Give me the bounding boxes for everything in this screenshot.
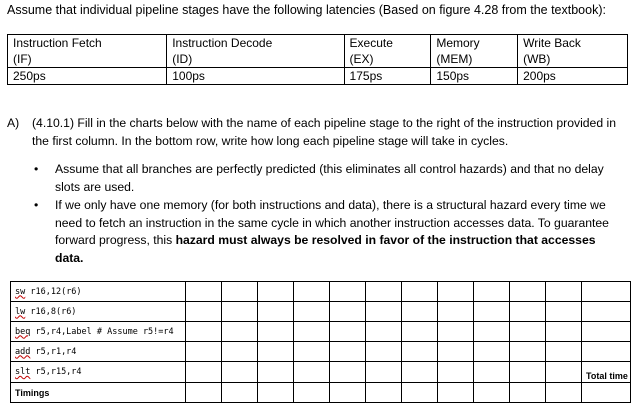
total-cell	[582, 282, 631, 302]
timing-cell[interactable]	[294, 383, 330, 403]
cycle-cell[interactable]	[438, 362, 474, 383]
bullet-bold-text: hazard must always be resolved in favor of the instruction that accesses data.	[55, 233, 596, 265]
stage-abbr: (EX)	[344, 51, 431, 68]
cycle-cell[interactable]	[186, 322, 222, 342]
cycle-cell[interactable]	[546, 362, 582, 383]
stage-latency: 175ps	[344, 68, 431, 85]
cycle-cell[interactable]	[402, 302, 438, 322]
cycle-cell[interactable]	[258, 282, 294, 302]
cycle-cell[interactable]	[402, 342, 438, 362]
timing-cell[interactable]	[510, 383, 546, 403]
instruction-cell	[11, 362, 186, 383]
cycle-cell[interactable]	[438, 322, 474, 342]
cycle-cell[interactable]	[546, 302, 582, 322]
table-row	[11, 322, 631, 342]
timing-cell[interactable]	[366, 383, 402, 403]
timing-cell[interactable]	[546, 383, 582, 403]
stage-abbr: (WB)	[518, 51, 628, 68]
instruction-opcode: lw	[15, 306, 26, 317]
timing-cell[interactable]	[474, 383, 510, 403]
cycle-cell[interactable]	[258, 362, 294, 383]
cycle-cell[interactable]	[402, 362, 438, 383]
list-item	[34, 161, 624, 196]
table-row	[11, 342, 631, 362]
cycle-cell[interactable]	[510, 362, 546, 383]
bullet-text: Assume that all branches are perfectly predicted (this eliminates all control hazards) and that no delay slots are used.	[55, 162, 604, 194]
timing-cell[interactable]	[402, 383, 438, 403]
stage-name: Write Back	[518, 35, 628, 52]
total-time-value[interactable]	[582, 383, 631, 403]
cycle-cell[interactable]	[222, 362, 258, 383]
cycle-cell[interactable]	[402, 322, 438, 342]
cycle-cell[interactable]	[366, 342, 402, 362]
cycle-cell[interactable]	[366, 322, 402, 342]
stage-abbr: (ID)	[167, 51, 344, 68]
cycle-cell[interactable]	[186, 282, 222, 302]
cycle-cell[interactable]	[330, 302, 366, 322]
cycle-cell[interactable]	[474, 322, 510, 342]
timings-row	[11, 383, 631, 403]
cycle-cell[interactable]	[366, 282, 402, 302]
instruction-operands: r5,r1,r4	[30, 346, 77, 357]
cycle-cell[interactable]	[474, 342, 510, 362]
intro-text: Assume that individual pipeline stages have the following latencies (Based on figure 4.28 from the textbook):	[7, 3, 606, 17]
timing-cell[interactable]	[330, 383, 366, 403]
cycle-cell[interactable]	[474, 282, 510, 302]
stage-name: Execute	[344, 35, 431, 52]
stage-abbr: (MEM)	[431, 51, 518, 68]
table-row	[11, 302, 631, 322]
bullet-icon: •	[34, 162, 39, 176]
cycle-cell[interactable]	[366, 362, 402, 383]
cycle-cell[interactable]	[474, 362, 510, 383]
cycle-cell[interactable]	[438, 302, 474, 322]
question-text: (4.10.1) Fill in the charts below with the name of each pipeline stage to the right of the instruction provided in the first column. In the bottom row, write how long each pipeline stage will take in cycles.	[32, 116, 616, 148]
total-cell	[582, 322, 631, 342]
question-label: A)	[7, 116, 20, 130]
cycle-cell[interactable]	[546, 342, 582, 362]
table-row	[11, 362, 631, 383]
instruction-opcode: sw	[15, 286, 26, 297]
instruction-opcode: slt	[15, 367, 31, 377]
pipeline-chart	[10, 281, 631, 403]
cycle-cell[interactable]	[510, 282, 546, 302]
stage-latency: 200ps	[518, 68, 628, 85]
bullet-text: If we only have one memory (for both instructions and data), there is a structural hazard every time we need to fetch an instruction in the same cycle in which another instruction accesses data. To guarantee forward progress, this	[55, 198, 609, 247]
list-item	[34, 197, 624, 267]
cycle-cell[interactable]	[222, 342, 258, 362]
cycle-cell[interactable]	[222, 282, 258, 302]
instruction-cell	[11, 322, 186, 342]
instruction-cell	[11, 342, 186, 362]
stage-abbr: (IF)	[8, 51, 167, 68]
cycle-cell[interactable]	[438, 342, 474, 362]
cycle-cell[interactable]	[330, 282, 366, 302]
cycle-cell[interactable]	[294, 302, 330, 322]
stage-latency: 100ps	[167, 68, 344, 85]
cycle-cell[interactable]	[222, 302, 258, 322]
cycle-cell[interactable]	[546, 322, 582, 342]
instruction-operands: r16,12(r6)	[25, 286, 82, 297]
cycle-cell[interactable]	[366, 302, 402, 322]
instruction-cell	[11, 302, 186, 322]
cycle-cell[interactable]	[294, 342, 330, 362]
cycle-cell[interactable]	[546, 282, 582, 302]
cycle-cell[interactable]	[474, 302, 510, 322]
timing-cell[interactable]	[438, 383, 474, 403]
stage-name: Memory	[431, 35, 518, 52]
cycle-cell[interactable]	[258, 302, 294, 322]
stage-name: Instruction Fetch	[8, 35, 167, 52]
cycle-cell[interactable]	[186, 362, 222, 383]
assumption-list	[34, 161, 624, 268]
cycle-cell[interactable]	[258, 342, 294, 362]
cycle-cell[interactable]	[330, 322, 366, 342]
stage-name: Instruction Decode	[167, 35, 344, 52]
total-cell	[582, 302, 631, 322]
total-time-label: Total time	[582, 362, 631, 383]
cycle-cell[interactable]	[438, 282, 474, 302]
cycle-cell[interactable]	[510, 322, 546, 342]
cycle-cell[interactable]	[186, 302, 222, 322]
instruction-operands: r5,r4,Label # Assume r5!=r4	[30, 326, 174, 337]
table-row	[11, 282, 631, 302]
cycle-cell[interactable]	[330, 362, 366, 383]
stage-latency: 250ps	[8, 68, 167, 85]
cycle-cell[interactable]	[294, 282, 330, 302]
instruction-operands: r5,r15,r4	[30, 367, 82, 377]
cycle-cell[interactable]	[510, 302, 546, 322]
total-cell	[582, 342, 631, 362]
cycle-cell[interactable]	[186, 342, 222, 362]
instruction-operands: r16,8(r6)	[25, 306, 77, 317]
cycle-cell[interactable]	[258, 322, 294, 342]
instruction-opcode: beq	[15, 326, 31, 337]
cycle-cell[interactable]	[222, 322, 258, 342]
bullet-icon: •	[34, 198, 39, 212]
instruction-cell	[11, 282, 186, 302]
cycle-cell[interactable]	[402, 282, 438, 302]
timing-cell[interactable]	[258, 383, 294, 403]
instruction-opcode: add	[15, 346, 31, 357]
cycle-cell[interactable]	[294, 322, 330, 342]
stage-latency: 150ps	[431, 68, 518, 85]
cycle-cell[interactable]	[294, 362, 330, 383]
timing-cell[interactable]	[186, 383, 222, 403]
timing-cell[interactable]	[222, 383, 258, 403]
latency-table	[7, 34, 628, 85]
cycle-cell[interactable]	[510, 342, 546, 362]
cycle-cell[interactable]	[330, 342, 366, 362]
timings-label: Timings	[11, 383, 186, 403]
